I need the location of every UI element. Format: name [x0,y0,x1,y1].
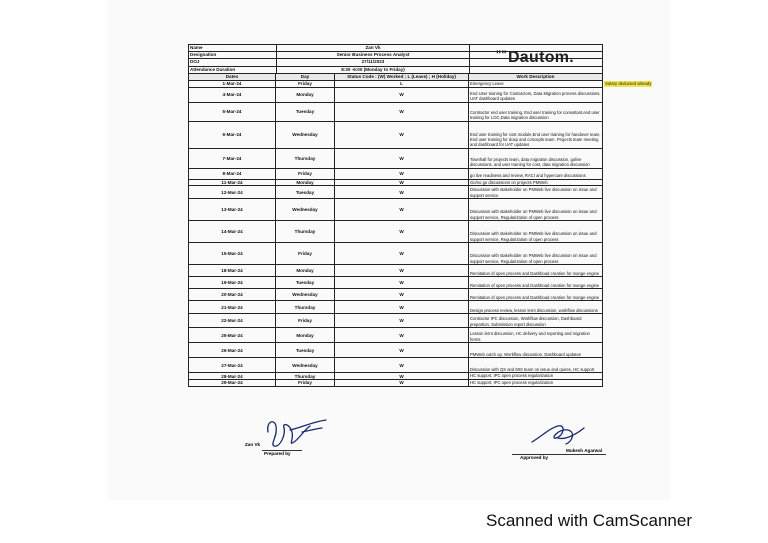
description-cell: Discussion with stakeholder on PMWeb live discussion on issue and support service [470,187,597,198]
description-cell: Townhall for projects team, data migration discussion, golive discussions, and user training for cost, data migration discussion [470,156,590,168]
side-note: Salary deducted already [605,81,652,86]
attendance-label: Attendance Duration [189,67,277,73]
description-cell: HC support, IPC open process regularization [470,379,554,385]
column-header-row [189,74,602,81]
doj-value: 27/11/2023 [277,59,470,65]
status-cell: L [335,81,469,87]
day-cell: Tuesday [276,277,335,288]
description-cell: Go/no go discussions on projects PMWeb [470,179,548,185]
date-cell: 7-Mar-24 [189,149,276,168]
date-cell: 4-Mar-24 [189,88,276,102]
day-cell: Tuesday [276,186,335,198]
table-row [189,81,602,88]
status-cell: W [335,243,469,264]
table-row [189,380,602,386]
status-cell: W [335,314,469,327]
status-cell: W [335,343,469,357]
description-cell: Remitation of open process and Dashboad creation for mange engine [470,282,600,288]
table-row [189,301,602,314]
prepared-by-label: Prepared by [264,451,291,456]
date-cell: 21-Mar-24 [189,301,276,313]
column-day: Day [276,74,335,80]
date-cell: 11-Mar-24 [189,180,276,186]
status-cell: W [335,88,469,102]
date-cell: 15-Mar-24 [189,243,276,264]
timesheet-table [188,44,603,387]
date-cell: 5-Mar-24 [189,103,276,121]
date-cell: 18-Mar-24 [189,265,276,276]
status-cell: W [335,199,469,220]
column-dates: Dates [189,74,276,80]
designation-label: Designation [189,52,277,58]
approved-by-label: Approved by [520,455,549,460]
description-cell: Lesson lernt discussion, HC delivery and reporting and migration forms [470,331,590,342]
table-row [189,314,602,328]
description-cell: Remitation of open process and Dashboad creation for mange engine [470,294,600,300]
day-cell: Friday [276,314,335,327]
status-cell: W [335,289,469,300]
status-cell: W [335,180,469,186]
table-row [189,221,602,243]
date-cell: 25-Mar-24 [189,328,276,342]
logo-text: Dautom. [507,48,575,66]
camscanner-footer: Scanned with CamScanner [486,511,693,530]
description-cell: Emergency Leave [470,81,504,87]
table-row [189,180,602,187]
day-cell: Wednesday [276,199,335,220]
day-cell: Monday [276,265,335,276]
table-row [189,343,602,358]
table-row [189,88,602,103]
date-cell: 6-Mar-24 [189,122,276,148]
status-cell: W [335,122,469,148]
description-cell: Discussion with QS and MIS team on issue and quires, HC support [470,366,595,372]
table-row [189,373,602,380]
table-row [189,277,602,289]
date-cell: 8-Mar-24 [189,169,276,179]
description-cell: Discussion with stakeholder on PMWeb live discussion on issue and support service, Regularization of open process [470,231,597,242]
column-status: Status Code : (W) Worked ; L (Leave) ; H (Holiday) [335,74,469,80]
description-cell: End User training for Contarctors, Data Migration process discussions, UAT dashboard updates [470,90,601,102]
date-cell: 19-Mar-24 [189,277,276,288]
approved-by-name: Mukesh Agarwal [566,448,603,453]
date-cell: 12-Mar-24 [189,186,276,198]
status-cell: W [335,265,469,276]
status-cell: W [335,301,469,313]
day-cell: Monday [276,328,335,342]
approved-by-signature [528,418,588,450]
company-logo [496,49,574,67]
day-cell: Monday [276,180,335,186]
date-cell: 26-Mar-24 [189,343,276,357]
day-cell: Wednesday [276,358,335,372]
day-cell: Tuesday [276,103,335,121]
day-cell: Friday [276,81,335,87]
status-cell: W [335,358,469,372]
status-cell: W [335,328,469,342]
day-cell: Friday [276,380,335,386]
status-cell: W [335,103,469,121]
table-row [189,169,602,180]
table-row [189,149,602,169]
name-label: Name [189,45,277,51]
status-cell: W [335,373,469,379]
day-cell: Friday [276,169,335,179]
prepared-by-name: Zan Vk [245,442,261,447]
table-row [189,265,602,277]
date-cell: 27-Mar-24 [189,358,276,372]
description-cell: Design process review, lesson lernt discussion, workflow discussions [470,307,598,313]
date-cell: 14-Mar-24 [189,221,276,242]
logo-mark: "" [495,48,507,61]
attendance-value: 8:30 -6:00 (Monday to Friday) [277,67,470,73]
description-cell: HC support, IPC open process regularization [470,373,554,379]
table-row [189,328,602,343]
column-work-description: Work Description [516,73,555,79]
status-cell: W [335,169,469,179]
prepared-by-signature [260,412,330,452]
name-value: Zan Vk [277,45,470,51]
description-cell: Discussion with stakeholder on PMWeb live discussion on issue and support service, Regularization of open process [470,209,597,220]
table-row [189,289,602,301]
date-cell: 22-Mar-24 [189,314,276,327]
description-cell: Contractor end user training, End user training for consultant,end user training for LOC,Data migration discussion [470,109,600,121]
description-cell: PMWeb catch up, Workflow discussion, Dashboard updates [470,351,581,357]
day-cell: Thursday [276,301,335,313]
status-cell: W [335,149,469,168]
day-cell: Thursday [276,373,335,379]
date-cell: 13-Mar-24 [189,199,276,220]
description-cell: Discussion with stakeholder on PMWeb live discussion on issue and support service, Regularization of open process [470,253,597,264]
day-cell: Monday [276,88,335,102]
date-cell: 29-Mar-24 [189,380,276,386]
day-cell: Thursday [276,149,335,168]
day-cell: Thursday [276,221,335,242]
status-cell: W [335,277,469,288]
designation-value: Senior Business Process Analyst [277,52,470,58]
description-cell: Contractor IPC discussion, Workflow discussion, Dashboard prepartion, Submission report discussion [470,316,582,327]
description-cell: Remitation of open process and Dashboad creation for mange engine [470,270,600,276]
table-body [189,81,602,385]
description-cell: End user training for cost module,End user training for handover team, End user training for doxp and concepts team. Projects team meeting and dashboard for UAT updates [470,131,601,148]
date-cell: 1-Mar-24 [189,81,276,87]
status-cell: W [335,380,469,386]
day-cell: Friday [276,243,335,264]
table-row [189,243,602,265]
table-row [189,186,602,199]
table-row [189,122,602,149]
day-cell: Tuesday [276,343,335,357]
description-cell: go live readiness and review, RACI and hypercare discussions [470,173,586,179]
day-cell: Wednesday [276,122,335,148]
table-row [189,103,602,122]
date-cell: 20-Mar-24 [189,289,276,300]
status-cell: W [335,221,469,242]
logo-cell [467,45,603,70]
doj-label: DOJ [189,59,277,65]
status-cell: W [335,186,469,198]
table-row [189,199,602,221]
table-row [189,358,602,373]
day-cell: Wednesday [276,289,335,300]
date-cell: 28-Mar-24 [189,373,276,379]
